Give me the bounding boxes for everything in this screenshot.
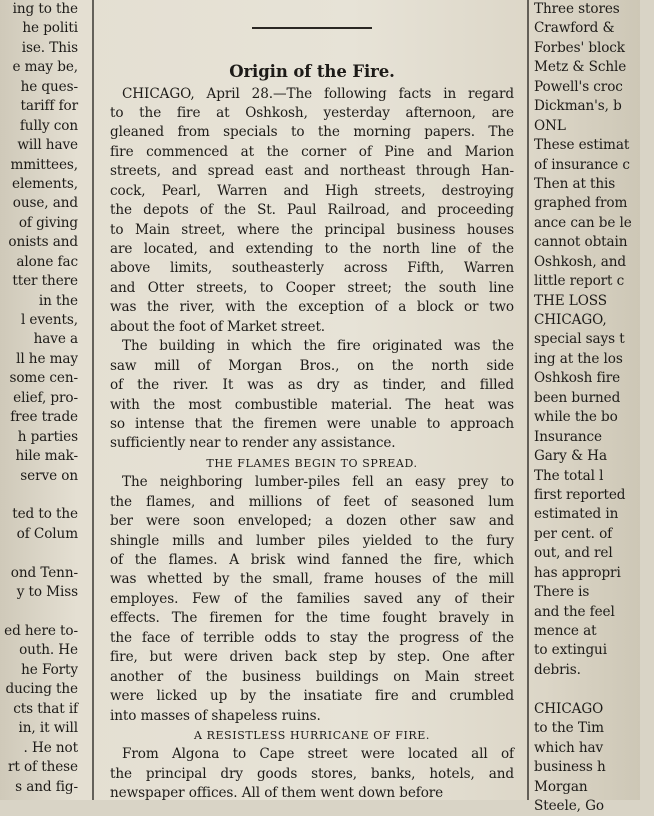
right-column-line: These estimat [534,137,630,154]
right-column-line: little report c [534,273,625,290]
right-column-line: Powell's croc [534,78,623,95]
left-column-line: ouse, and [12,195,78,212]
left-column-line: will have [17,137,78,154]
left-column-line: ted to the [12,506,78,523]
left-column-line: h parties [17,428,78,445]
article-line: cock, Pearl, Warren and High streets, destroying [110,182,514,199]
left-column-line [0,603,82,622]
right-column-line: graphed from [534,195,628,212]
article-line: CHICAGO, April 28.—The following facts in regard [122,85,514,102]
paragraph-building [104,337,520,454]
article-line: was whetted by the small, frame houses of the mill [110,571,514,588]
subhead-flames: THE FLAMES BEGIN TO SPREAD. [206,456,418,470]
right-column-line: Oshkosh, and [534,253,627,270]
left-column-line: elief, pro- [13,389,78,406]
right-column-line: to extingui [534,642,607,659]
right-column-line: CHICAGO [534,700,604,717]
article-line: were licked up by the insatiate fire and crumbled [110,688,514,705]
column-rule-left [92,0,94,800]
right-column-line: debris. [534,661,581,678]
column-rule-right [527,0,529,800]
left-column-line: serve on [20,467,78,484]
article-line: the face of terrible odds to stay the progress of the [110,629,514,646]
right-column [534,0,654,814]
article-line: to the fire at Oshkosh, yesterday afternoon, are [110,104,514,121]
left-column-line: alone fac [16,253,78,270]
paragraph-business [104,745,520,803]
left-column-line: he politi [22,20,78,37]
article-line: sufficiently near to render any assistance. [110,435,396,452]
right-column-line: Dickman's, b [534,98,622,115]
article-line: ber were soon enveloped; a dozen other saw and [110,513,514,530]
article-line: are located, and extending to the north line of the [110,241,514,257]
left-column-line: ll he may [16,350,78,367]
left-column-line: tariff for [20,98,78,115]
right-column-line: ance can be le [534,214,632,231]
left-column-line: ing to the [12,1,78,17]
left-column-line: l events, [20,312,78,328]
left-column-line: onists and [8,234,78,251]
right-column-line: Morgan [534,778,588,795]
article-line: newspaper offices. All of them went down before [110,785,444,802]
right-column-line: special says t [534,331,625,348]
article-line: another of the business buildings on Main street [110,668,514,685]
right-column-line: Insurance [534,428,602,445]
left-column-line: in the [38,292,78,309]
article-line: with the most combustible material. The heat was [110,396,514,413]
right-column-line: business h [534,759,606,776]
article-line: streets, and spread east and northeast through Han- [110,163,514,180]
left-column-line: s and fig- [15,778,78,795]
left-column-line: some cen- [9,370,78,387]
paragraph-origin [104,85,520,338]
right-column-line: has appropri [534,564,621,581]
left-column-line: have a [33,331,78,348]
right-column-line: out, and rel [534,545,613,562]
left-column-line: he ques- [20,78,78,95]
left-column-line: mmittees, [10,156,78,173]
right-column-line: Steele, Go [534,797,604,814]
left-column-line: ducing the [5,681,78,698]
article-line: the depots of the St. Paul Railroad, and proceeding [110,202,514,219]
left-column-line: outh. He [19,642,78,659]
article-line: above limits, southeasterly across Fifth, Warren [110,260,514,277]
right-column-line: Oshkosh fire [534,370,621,387]
article-line: the flames, and millions of feet of seasoned lum [110,493,514,510]
article-line: gleaned from specials to the morning papers. The [110,124,514,141]
article-line: employes. Few of the families saved any of their [110,590,514,607]
right-column-line: while the bo [534,409,618,426]
article-line: The building in which the fire originated was the [122,338,514,355]
article-line: From Algona to Cape street were located all of [122,746,514,763]
right-column-line: which hav [534,739,604,756]
right-column-line: to the Tim [534,720,604,737]
article-column [104,0,520,800]
right-column-line: THE LOSS [534,292,607,309]
left-column-line: of Colum [16,525,78,542]
right-column-line: first reported [534,486,626,503]
right-column-line [534,680,654,699]
right-column-line: The total l [534,467,604,484]
left-column-line: e may be, [12,59,78,76]
article-line: The neighboring lumber-piles fell an easy prey to [122,474,514,491]
left-column-line: free trade [10,409,78,426]
article-line: saw mill of Morgan Bros., on the north side [110,357,514,374]
left-column-line: of giving [18,214,78,231]
article-line: and Otter streets, to Cooper street; the south line [110,279,514,296]
right-column-line: been burned [534,389,621,406]
left-column-line: elements, [12,175,78,192]
top-divider [252,27,372,29]
article-line: so intense that the firemen were unable to approach [110,415,514,432]
left-column [0,0,82,800]
right-column-line: ing at the los [534,350,623,367]
right-column-line: Crawford & [534,20,615,37]
left-column-line: rt of these [7,759,78,776]
left-column-line: fully con [19,117,78,134]
left-column-line [0,486,82,505]
left-column-line: hile mak- [15,448,78,465]
left-column-line: he Forty [21,661,78,678]
article-line: into masses of shapeless ruins. [110,707,321,724]
right-column-line: Gary & Ha [534,448,607,465]
right-column-line: mence at [534,623,597,639]
left-column-line: . He not [23,739,78,756]
paragraph-lumber [104,473,520,726]
right-column-line: and the feel [534,603,615,620]
left-column-line: y to Miss [16,584,78,601]
right-column-line: cannot obtain [534,234,628,251]
right-column-line: There is [534,584,590,601]
left-column-line: ed here to- [4,623,78,639]
article-headline: Origin of the Fire. [229,61,395,81]
article-line: fire, but were driven back step by step. One after [110,649,514,666]
right-column-line: estimated in [534,506,619,523]
left-column-line [0,544,82,563]
article-line: of the river. It was as dry as tinder, and filled [110,377,514,394]
article-line: was the river, with the exception of a block or two [110,299,514,316]
article-line: about the foot of Market street. [110,318,326,335]
left-column-line: ise. This [21,39,78,56]
article-line: effects. The firemen for the time fought bravely in [110,610,514,627]
right-column-line: Then at this [534,175,616,192]
right-column-line: per cent. of [534,525,613,542]
article-line: fire commenced at the corner of Pine and Marion [110,143,514,160]
left-column-line: tter there [12,273,78,290]
article-line: to Main street, where the principal business houses [110,221,514,238]
article-line: of the flames. A brisk wind fanned the fire, which [110,552,514,568]
left-column-line: ond Tenn- [10,564,78,581]
left-column-line: in, it will [18,720,78,737]
right-column-line: ONL [534,117,566,134]
article-line: shingle mills and lumber piles yielded to the fury [110,532,514,549]
article-line: the principal dry goods stores, banks, hotels, and [110,765,514,782]
right-column-line: of insurance c [534,156,630,173]
right-column-line: CHICAGO, [534,312,607,328]
right-column-line: Three stores [534,1,620,17]
right-column-line: Forbes' block [534,39,625,56]
left-column-line: cts that if [13,700,78,717]
right-column-line: Metz & Schle [534,59,627,76]
subhead-hurricane: A RESISTLESS HURRICANE OF FIRE. [193,728,431,742]
